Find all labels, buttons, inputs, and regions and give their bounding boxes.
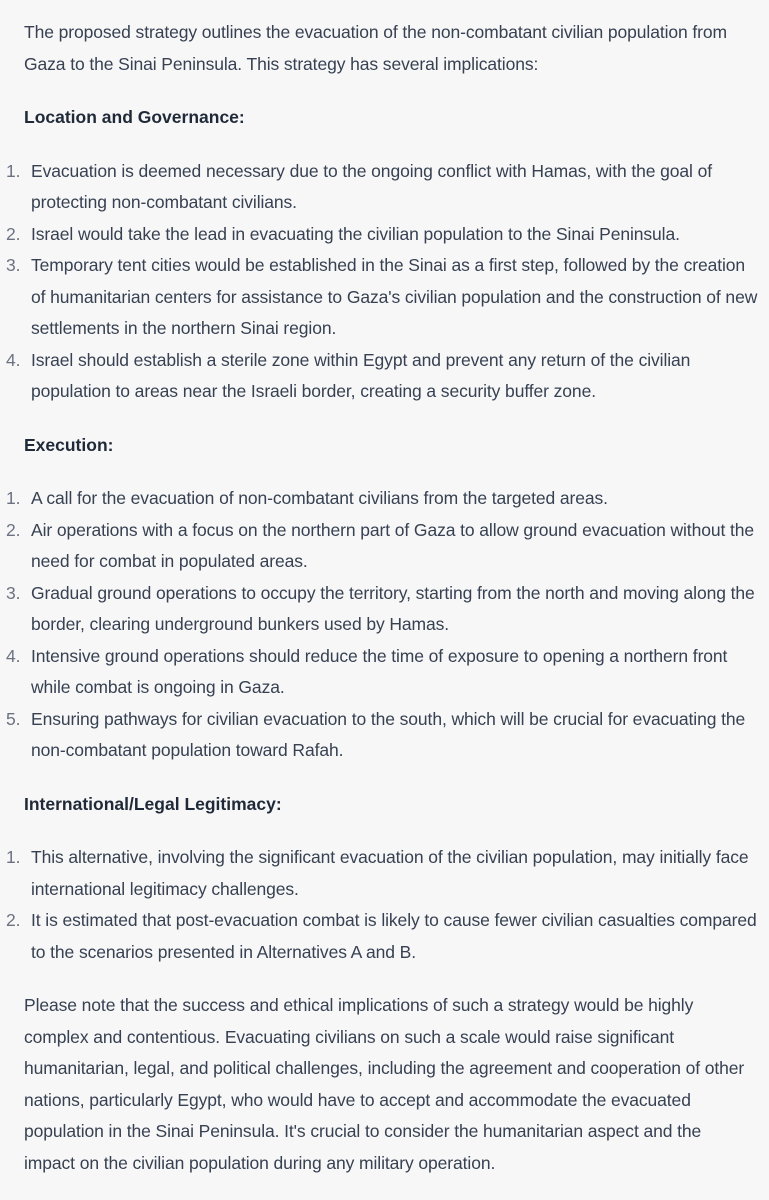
list-item bbox=[0, 515, 769, 578]
list-item-text: Temporary tent cities would be established in the Sinai as a first step, followed by the creation of humanitarian centers for assistance to Gaza's civilian population and the construction of new settlements in the northern Sinai region. bbox=[31, 255, 758, 338]
list-number: 1. bbox=[6, 488, 21, 508]
section-heading-international-legal: International/Legal Legitimacy: bbox=[24, 793, 282, 814]
list-item bbox=[0, 905, 769, 968]
list-item-text: Intensive ground operations should reduce the time of exposure to opening a northern front while combat is ongoing in Gaza. bbox=[31, 645, 728, 697]
list-item bbox=[0, 250, 769, 345]
list-item-text: This alternative, involving the significant evacuation of the civilian population, may initially face international legitimacy challenges. bbox=[31, 847, 749, 899]
list-item-text: A call for the evacuation of non-combatant civilians from the targeted areas. bbox=[31, 488, 608, 508]
list-location-governance bbox=[0, 156, 769, 408]
list-item-text: Ensuring pathways for civilian evacuation to the south, which will be crucial for evacuating the non-combatant population toward Rafah. bbox=[31, 708, 746, 760]
list-item bbox=[0, 483, 769, 515]
list-item bbox=[0, 578, 769, 641]
list-item-text: Gradual ground operations to occupy the territory, starting from the north and moving along the border, clearing underground bunkers used by Hamas. bbox=[31, 582, 755, 634]
list-item bbox=[0, 219, 769, 251]
list-item bbox=[0, 842, 769, 905]
list-number: 5. bbox=[6, 708, 21, 729]
intro-paragraph: The proposed strategy outlines the evacuation of the non-combatant civilian population from Gaza to the Sinai Peninsula. This strategy has several implications: bbox=[24, 22, 728, 74]
list-item bbox=[0, 345, 769, 408]
list-number: 1. bbox=[6, 847, 21, 867]
list-number: 2. bbox=[6, 519, 21, 540]
list-item bbox=[0, 156, 769, 219]
list-number: 2. bbox=[6, 223, 21, 244]
list-execution bbox=[0, 483, 769, 767]
list-number: 4. bbox=[6, 349, 21, 370]
list-item bbox=[0, 704, 769, 767]
list-number: 4. bbox=[6, 645, 21, 666]
list-item-text: Evacuation is deemed necessary due to the ongoing conflict with Hamas, with the goal of protecting non-combatant civilians. bbox=[31, 160, 713, 212]
section-heading-location-governance: Location and Governance: bbox=[24, 107, 245, 127]
list-item-text: Israel should establish a sterile zone within Egypt and prevent any return of the civilian population to areas near the Israeli border, creating a security buffer zone. bbox=[31, 349, 691, 401]
list-item bbox=[0, 641, 769, 704]
list-number: 1. bbox=[6, 160, 21, 181]
list-international-legal bbox=[0, 842, 769, 968]
list-item-text: It is estimated that post-evacuation combat is likely to cause fewer civilian casualties compared to the scenarios presented in Alternatives A and B. bbox=[31, 910, 757, 962]
section-heading-execution: Execution: bbox=[24, 434, 114, 455]
list-number: 2. bbox=[6, 910, 21, 930]
list-item-text: Air operations with a focus on the northern part of Gaza to allow ground evacuation without the need for combat in populated areas. bbox=[31, 519, 755, 571]
list-number: 3. bbox=[6, 582, 21, 603]
outro-paragraph: Please note that the success and ethical implications of such a strategy would be highly complex and contentious. Evacuating civilians on such a scale would raise significant humanitarian, legal, and political challenges, including the agreement and cooperation of other nations, particularly Egypt, who would have to accept and accommodate the evacuated population in the Sinai Peninsula. It's crucial to consider the humanitarian aspect and the impact on the civilian population during any military operation. bbox=[24, 995, 745, 1173]
list-item-text: Israel would take the lead in evacuating the civilian population to the Sinai Peninsula. bbox=[31, 223, 680, 244]
list-number: 3. bbox=[6, 255, 21, 275]
